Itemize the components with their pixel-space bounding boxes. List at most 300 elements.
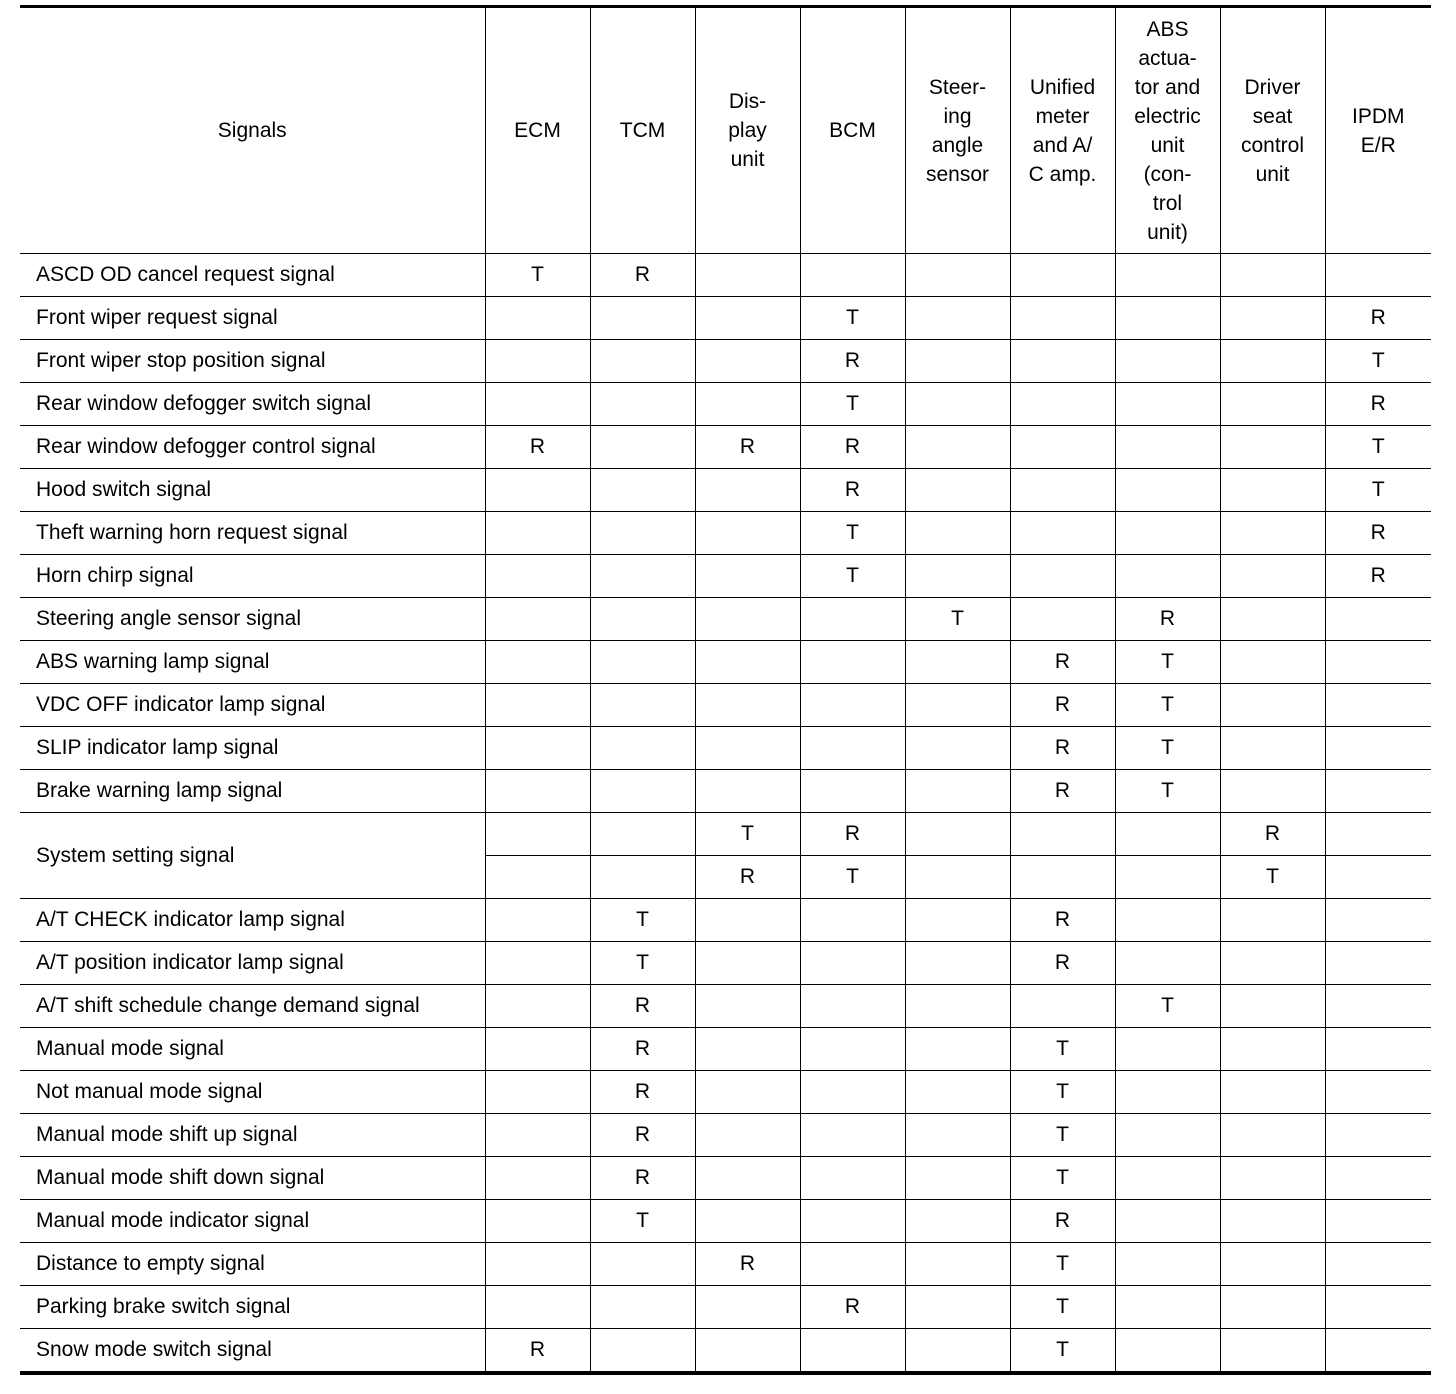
header-column-label [1241,73,1304,189]
header-label-line: tor and [1134,75,1201,99]
signal-cell [1325,813,1431,856]
signal-cell: T [800,555,905,598]
header-column-label [514,116,561,145]
signal-cell [800,985,905,1028]
signal-name: A/T CHECK indicator lamp signal [20,899,485,942]
signal-cell: R [485,1329,590,1374]
table-row [20,1329,1431,1374]
signal-cell [1115,340,1220,383]
signal-cell [1115,469,1220,512]
signal-cell [905,1071,1010,1114]
signal-name: Horn chirp signal [20,555,485,598]
signal-cell [590,297,695,340]
signal-cell [1010,813,1115,856]
signal-cell [1325,684,1431,727]
signal-cell [485,340,590,383]
signal-cell [1115,899,1220,942]
signal-cell [800,254,905,297]
signal-cell [485,985,590,1028]
signal-cell [1220,684,1325,727]
header-label-line: Unified [1029,75,1096,99]
signal-name: Manual mode shift down signal [20,1157,485,1200]
signal-cell [905,426,1010,469]
signal-cell [905,985,1010,1028]
signal-cell [800,727,905,770]
signal-cell: T [1115,770,1220,813]
signal-cell: T [590,942,695,985]
signal-cell [800,1157,905,1200]
signal-cell [695,899,800,942]
table-row [20,985,1431,1028]
signal-cell [485,1200,590,1243]
table-row [20,469,1431,512]
signal-cell [905,813,1010,856]
signal-cell [1220,641,1325,684]
table-row [20,899,1431,942]
signal-cell [590,856,695,899]
signal-cell [1220,383,1325,426]
signal-cell [905,727,1010,770]
signal-cell [905,1329,1010,1374]
signal-cell [1010,512,1115,555]
signal-cell [1220,555,1325,598]
signal-cell [485,684,590,727]
signal-name: Brake warning lamp signal [20,770,485,813]
table-row [20,340,1431,383]
signal-cell: T [800,383,905,426]
header-label-line: IPDM [1352,104,1405,128]
table-row [20,512,1431,555]
signal-cell [1115,555,1220,598]
signal-cell [695,598,800,641]
signal-cell [905,512,1010,555]
table-row [20,1157,1431,1200]
signal-cell: R [590,1071,695,1114]
signal-cell [695,297,800,340]
signal-cell [1115,1157,1220,1200]
header-column-label [1352,102,1405,160]
signal-cell [590,598,695,641]
header-label-line: unit) [1147,220,1188,244]
signal-cell [485,770,590,813]
header-label-line: C amp. [1028,162,1097,186]
header-label-line: unit [730,148,765,171]
signal-name: Manual mode indicator signal [20,1200,485,1243]
signal-cell: T [1010,1286,1115,1329]
signal-cell [905,340,1010,383]
signal-cell [905,1114,1010,1157]
signal-cell [905,942,1010,985]
signal-name: Front wiper stop position signal [20,340,485,383]
signal-cell [1220,1329,1325,1374]
table-row [20,1071,1431,1114]
signal-cell [800,899,905,942]
table-row [20,727,1431,770]
signal-cell: R [1010,942,1115,985]
signal-cell: T [590,1200,695,1243]
signal-cell [1115,1028,1220,1071]
signal-name: Distance to empty signal [20,1243,485,1286]
signal-cell [1115,813,1220,856]
signal-name: Manual mode signal [20,1028,485,1071]
signal-cell [590,426,695,469]
header-column [800,7,905,254]
signal-cell [695,1157,800,1200]
table-header [20,7,1431,254]
signal-cell: T [590,899,695,942]
signal-cell [590,469,695,512]
signal-cell [485,297,590,340]
signal-cell [590,1329,695,1374]
signal-cell [1325,1286,1431,1329]
signal-cell [800,770,905,813]
signal-cell [1115,1329,1220,1374]
signal-cell [1325,254,1431,297]
signal-cell [1115,942,1220,985]
signal-cell [695,555,800,598]
signal-cell [590,512,695,555]
header-column-label [728,87,767,174]
header-label-line: E/R [1360,133,1396,157]
signal-cell [695,383,800,426]
table-row [20,555,1431,598]
signal-cell [695,727,800,770]
header-row [20,7,1431,254]
signal-cell [1010,985,1115,1028]
signal-name: Theft warning horn request signal [20,512,485,555]
signal-name: System setting signal [20,813,485,899]
header-column-label [620,116,666,145]
signal-name: Parking brake switch signal [20,1286,485,1329]
header-label-line: (con- [1143,162,1192,186]
signal-name: A/T position indicator lamp signal [20,942,485,985]
signal-cell [485,813,590,856]
signal-cell [905,641,1010,684]
signal-cell [695,1114,800,1157]
signal-cell: T [905,598,1010,641]
signal-cell [485,727,590,770]
header-label-line: control [1240,133,1305,157]
signal-cell: T [1010,1071,1115,1114]
signal-cell [905,555,1010,598]
signal-cell [695,512,800,555]
signal-cell: R [1115,598,1220,641]
signal-cell [590,340,695,383]
signal-cell: R [1010,727,1115,770]
header-column [485,7,590,254]
signal-cell [695,254,800,297]
header-label-line: unit [1255,162,1290,186]
signal-cell [1220,1200,1325,1243]
signal-cell: R [800,1286,905,1329]
signal-cell [1220,727,1325,770]
signal-cell [1010,426,1115,469]
signal-cell [1220,1157,1325,1200]
header-label-line: ABS [1146,17,1189,41]
signal-cell [1220,1286,1325,1329]
signal-name: Front wiper request signal [20,297,485,340]
header-label-line: angle [931,133,984,157]
signal-cell [590,383,695,426]
signal-cell [905,770,1010,813]
signal-cell [1325,727,1431,770]
signal-cell [695,770,800,813]
signal-cell [590,684,695,727]
signal-cell: T [1325,469,1431,512]
signal-cell [1115,856,1220,899]
signal-cell [1115,1200,1220,1243]
signal-cell [485,899,590,942]
signal-name: Rear window defogger switch signal [20,383,485,426]
table-row [20,1028,1431,1071]
signal-name: SLIP indicator lamp signal [20,727,485,770]
header-label-line: Steer- [928,75,987,99]
signal-cell [1325,1071,1431,1114]
signal-cell: R [1010,1200,1115,1243]
signal-cell [485,641,590,684]
signal-cell [1220,340,1325,383]
signal-cell [695,942,800,985]
header-label-line: seat [1252,104,1293,128]
table-row [20,1114,1431,1157]
signal-cell [800,1028,905,1071]
header-signals: Signals [20,7,485,254]
table-body [20,254,1431,1374]
header-label-line: ing [943,104,972,128]
signal-cell [695,1200,800,1243]
signal-cell [1220,297,1325,340]
signal-cell: T [1115,641,1220,684]
signal-cell [1325,1157,1431,1200]
signal-cell [695,469,800,512]
signal-cell: T [1010,1114,1115,1157]
header-column [695,7,800,254]
signal-cell [485,1157,590,1200]
signal-cell [485,1286,590,1329]
table-row [20,426,1431,469]
signal-cell [1220,899,1325,942]
signal-cell [1325,598,1431,641]
signal-name: Snow mode switch signal [20,1329,485,1374]
table-row [20,770,1431,813]
signal-cell: T [1115,684,1220,727]
signal-cell [485,555,590,598]
signal-cell: R [485,426,590,469]
signal-cell [485,942,590,985]
header-column-label [829,116,876,145]
signal-cell [1010,598,1115,641]
signal-name: Hood switch signal [20,469,485,512]
signal-cell [590,727,695,770]
signal-cell [695,1071,800,1114]
signal-cell [590,1243,695,1286]
signal-cell: R [1325,297,1431,340]
signal-name: Rear window defogger control signal [20,426,485,469]
signal-cell [695,684,800,727]
signal-cell [590,1286,695,1329]
signal-cell [590,641,695,684]
header-label-line: TCM [619,119,666,142]
signal-cell [1220,254,1325,297]
signal-cell: R [1325,383,1431,426]
signal-cell [1325,770,1431,813]
signal-cell [695,1286,800,1329]
signal-cell: T [800,297,905,340]
signal-cell [1220,1243,1325,1286]
signal-cell [1220,1071,1325,1114]
signal-cell [485,469,590,512]
table-row [20,1286,1431,1329]
signal-cell [485,383,590,426]
signal-cell [800,1243,905,1286]
signal-cell [1115,1286,1220,1329]
signal-cell [1325,899,1431,942]
signal-cell: T [485,254,590,297]
signal-cell [1325,1114,1431,1157]
signal-cell: T [1010,1329,1115,1374]
signal-cell: R [800,426,905,469]
signal-cell: R [590,1114,695,1157]
signal-cell: R [590,1028,695,1071]
header-label-line: ECM [514,119,561,142]
signal-cell [1115,512,1220,555]
signal-name: Steering angle sensor signal [20,598,485,641]
signal-cell: R [1325,555,1431,598]
signal-cell [800,598,905,641]
signal-cell [1115,254,1220,297]
signal-cell: T [1115,727,1220,770]
signal-cell [905,297,1010,340]
signal-cell [1325,985,1431,1028]
signal-cell: T [1010,1028,1115,1071]
signal-cell [1325,1329,1431,1374]
signal-cell [905,254,1010,297]
signal-name: A/T shift schedule change demand signal [20,985,485,1028]
signal-cell [485,856,590,899]
signal-cell [695,1329,800,1374]
signal-cell [590,770,695,813]
signal-cell [1010,383,1115,426]
signal-cell: R [590,985,695,1028]
signal-cell: T [1325,340,1431,383]
signal-cell [800,641,905,684]
header-column [905,7,1010,254]
signal-cell [695,985,800,1028]
signal-cell: R [590,254,695,297]
signal-cell [1115,1243,1220,1286]
signal-cell [1010,856,1115,899]
signal-cell [1325,1243,1431,1286]
signal-cell [905,383,1010,426]
table-row [20,684,1431,727]
signal-cell [1325,641,1431,684]
signal-cell [1220,469,1325,512]
signal-cell [1010,340,1115,383]
header-column-label [1029,73,1097,189]
signal-cell: R [1010,684,1115,727]
signal-cell: R [1220,813,1325,856]
signal-cell [1010,254,1115,297]
signal-cell [695,641,800,684]
header-column-label [926,73,989,189]
header-label-line: unit [1150,133,1185,157]
signal-cell [1220,426,1325,469]
signal-cell: R [1325,512,1431,555]
signal-name: ABS warning lamp signal [20,641,485,684]
signal-cell: T [800,512,905,555]
signal-cell [800,1071,905,1114]
header-label-line: Dis- [728,90,767,113]
signal-cell: T [695,813,800,856]
signal-name: Not manual mode signal [20,1071,485,1114]
signal-cell [905,1243,1010,1286]
header-label-line: sensor [925,162,990,186]
header-label-line: actua- [1138,46,1197,70]
signal-cell [1220,985,1325,1028]
table-row [20,1243,1431,1286]
signal-cell [1325,1028,1431,1071]
signal-cell [905,1200,1010,1243]
signal-cell [1115,297,1220,340]
table-row [20,641,1431,684]
signal-cell [905,684,1010,727]
signal-name: ASCD OD cancel request signal [20,254,485,297]
signal-cell [485,598,590,641]
signal-cell: R [695,426,800,469]
signal-cell [905,1286,1010,1329]
signal-cell: R [695,1243,800,1286]
signal-cell [905,469,1010,512]
signal-cell [1010,297,1115,340]
signal-cell [1010,469,1115,512]
signal-cell [1220,512,1325,555]
signal-cell: R [800,340,905,383]
signal-cell [1325,856,1431,899]
signal-cell [695,340,800,383]
header-label-line: electric [1134,104,1201,128]
signal-cell: T [1010,1243,1115,1286]
header-label-line: BCM [829,119,876,142]
signal-cell [905,856,1010,899]
signal-cell [485,512,590,555]
signal-cell [800,942,905,985]
signal-cell [1220,1028,1325,1071]
header-label-line: Driver [1244,75,1301,99]
signal-cell [485,1028,590,1071]
header-column [1220,7,1325,254]
table-row [20,813,1431,856]
signal-cell [1115,1114,1220,1157]
table-row [20,254,1431,297]
header-column [1115,7,1220,254]
signal-table [20,5,1431,1375]
signal-cell: T [800,856,905,899]
signal-cell [485,1243,590,1286]
table-row [20,297,1431,340]
signal-cell [905,1028,1010,1071]
signal-cell: R [695,856,800,899]
signal-cell: R [800,469,905,512]
header-column-label [1134,15,1201,247]
signal-cell [1220,598,1325,641]
signal-cell [1220,770,1325,813]
signal-cell [1115,1071,1220,1114]
table-row [20,598,1431,641]
signal-cell: R [1010,770,1115,813]
header-column [1325,7,1431,254]
signal-cell [905,899,1010,942]
signal-cell: R [800,813,905,856]
